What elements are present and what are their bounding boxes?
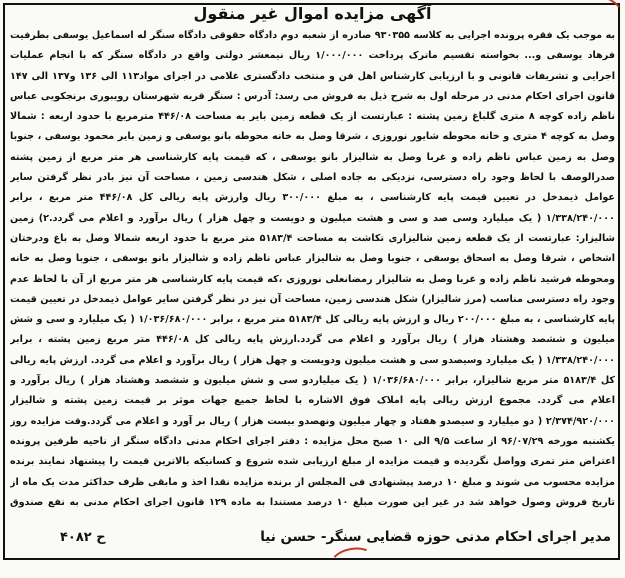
signature-line: مدیر اجرای احکام مدنی حوزه قضایی سنگر- حسن نیا [260,529,611,545]
notice-body: به موجب یک فقره پرونده اجرایی به کلاسه ۹۳۰۳۵۵ صادره از شعبه دوم دادگاه حقوقی دادگاه سنگر له اسماعیل یوسفی بطرفیت فرهاد یوسفی و... بخواسته تقسیم ماترک پرداخت ۱/۰۰۰/۰۰۰ ریال نیمعشر دولتی واقع در دادگاه سنگر که با انجام عملیات اجرایی و تشریفات قانونی و با ارزیابی کارشناس اهل فن و منتخب دادگستری غلامی در اجرای مواد۱۱۳ الی ۱۳۶ و۱۳۷ الی ۱۴۷ قانون اجرای احکام مدنی در مرحله اول به شرح ذیل به فروش می رسد: آدرس : سنگر قریه شهرستان رویبوری برنجکویی عباس ناظم زاده کوچه ۸ متری گلباغ زمین پشته : عبارتست از یک قطعه زمین بایر به مساحت ۴۴۶/۰۸ مترمربع با حدود اربعه : شمالا وصل به کوچه ۴ متری و خانه محوطه شایور نوروزی ، شرقا وصل به خانه محوطه بانو یوسفی و زمین بایر محمود یوسفی ، جنوبا وصل به زمین عباس ناظم زاده و غربا وصل به شالیزار بانو یوسفی ، که قیمت پایه کارشناسی هر متر مربع از زمین پشته صدرالوصف با لحاظ وجود راه دسترسی، نزدیکی به جاده اصلی ، شکل هندسی زمین ، مساحت آن نیز بادر نظر گرفتن سایر عوامل ذیمدخل در تعیین قیمت پایه کارشناسی ، به مبلغ ۳۰۰/۰۰۰ ریال وارزش پایه ریالی کل ۴۴۶/۰۸ متر مربع ، برابر ۱/۳۳۸/۲۴۰/۰۰۰ ( یک میلیارد وسی صد و سی و هشت میلیون و دویست و چهل هزار ) ریال برآورد و اعلام می گردد.۲) زمین شالیزار: عبارتست از یک قطعه زمین شالیزاری تکاشت به مساحت ۵۱۸۳/۴ متر مربع با حدود اربعه شمالا وصل به باغ ودرختان اشخاص ، شرقا وصل به اسحاق یوسفی ، جنوبا وصل به شالیزار عباس ناظم زاده و شالیزار بانو یوسفی ، جنوبا وصل به خانه ومحوطه فرشید ناظم زاده و غربا وصل به شالیزار رمضانعلی نوروزی ،که قیمت پایه کارشناسی هر متر مربع از آن با لحاظ عدم وجود راه دسترسی مناسب (مرز شالیزار) شکل هندسی زمین، مساحت آن نیز در نظر گرفتن سایر عوامل ذیمدخل در تعیین قیمت پایه کارشناسی ، به مبلغ ۲۰۰/۰۰۰ ریال و ارزش پایه ریالی کل ۵۱۸۳/۴ متر مربع ، برابر ۱/۰۳۶/۶۸۰/۰۰۰ ( یک میلیارد و سی و شش میلیون و ششصد وهشتاد هزار ) ریال برآورد و اعلام می گردد.ارزش پایه ریالی کل ۴۴۶/۰۸ متر مربع زمین پشته ، برابر ۱/۳۳۸/۲۴۰/۰۰۰ ( یک میلیارد وسیصدو سی و هشت میلیون ودویست و چهل هزار ) ریال برآورد و اعلام می گردد. ارزش پایه ریالی کل ۵۱۸۳/۴ متر مربع شالیزار، برابر ۱/۰۳۶/۶۸۰/۰۰۰ ( یک میلیاردو سی و شش میلیون و ششصد وهشتاد هزار ) ریال برآورد و اعلام می گردد. مجموع ارزش ریالی پایه املاک فوق الاشاره با لحاظ جمیع جهات موثر بر قیمت زمین پشته و شالیزار ۲/۳۷۴/۹۲۰/۰۰۰ ( دو میلیارد و سیصدو هفتاد و چهار میلیون ونهصدو بیست هزار ) ریال بر آورد و اعلام می گردد.وقت مزایده روز یکشنبه مورخه ۹۶/۰۷/۲۹ از ساعت ۹/۵ الی ۱۰ صبح محل مزایده : دفتر اجرای احکام مدنی دادگاه سنگر از ناحیه طرفین پرونده اعتراض متر تمری وواصل نگردیده و قیمت مزایده از مبلغ ارزیابی شده شروع و کسانیکه بالاترین قیمت را پیشنهاد نمایند برنده مزایده محسوب می شوند و مبلغ ۱۰ درصد پیشنهادی فی المجلس از برنده مزایده نقدا اخذ و مابقی ظرف حداکثر مدت یک ماه از تاریخ فروش وصول خواهد شد در غیر این صورت مبلغ ۱۰ درصد مستندا به ماده ۱۲۹ قانون اجرای احکام مدنی به نفع صندوق [10,30,615,508]
notice-title: آگهی مزایده اموال غیر منقول [193,4,432,23]
notice-code: ح ۴۰۸۲ [60,529,106,545]
notice-footer [60,524,611,550]
